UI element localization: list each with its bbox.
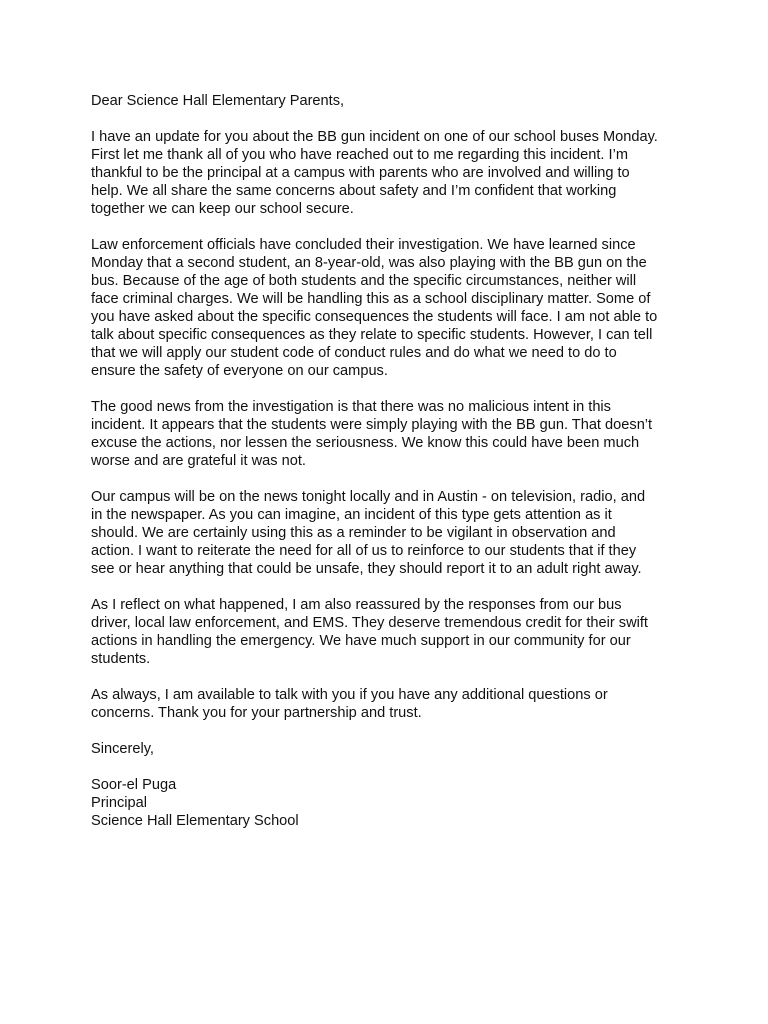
letter-paragraph: As always, I am available to talk with you if you have any additional questions or concerns. Thank you for your partnership and trust. [91, 687, 608, 721]
letter-paragraph: Law enforcement officials have concluded their investigation. We have learned since Monday that a second student, an 8-year-old, was also playing with the BB gun on the bus. Because of the age of both students and the specific circumstances, neither will face criminal charges. We will be handling this as a school disciplinary matter. Some of you have asked about the specific consequences the students will face. I am not able to talk about specific consequences as they relate to specific students. However, I can tell that we will apply our student code of conduct rules and do what we need to do to ensure the safety of everyone on our campus. [91, 237, 658, 379]
signature-block [91, 776, 691, 830]
letter-paragraph: As I reflect on what happened, I am also reassured by the responses from our bus driver, local law enforcement, and EMS. They deserve tremendous credit for their swift actions in handling the emergency. We have much support in our community for our students. [91, 597, 648, 667]
letter-closing: Sincerely, [91, 741, 154, 757]
letter-body [91, 92, 691, 830]
signer-school: Science Hall Elementary School [91, 813, 299, 829]
signer-title: Principal [91, 795, 147, 811]
letter-salutation: Dear Science Hall Elementary Parents, [91, 93, 345, 109]
letter-paragraph: I have an update for you about the BB gun incident on one of our school buses Monday. First let me thank all of you who have reached out to me regarding this incident. I’m thankful to be the principal at a campus with parents who are involved and willing to help. We all share the same concerns about safety and I’m confident that working together we can keep our school secure. [91, 129, 658, 217]
signer-name: Soor-el Puga [91, 777, 177, 793]
letter-paragraph: The good news from the investigation is that there was no malicious intent in this incident. It appears that the students were simply playing with the BB gun. That doesn’t excuse the actions, nor lessen the seriousness. We know this could have been much worse and are grateful it was not. [91, 399, 653, 469]
letter-paragraph: Our campus will be on the news tonight locally and in Austin - on television, radio, and in the newspaper. As you can imagine, an incident of this type gets attention as it should. We are certainly using this as a reminder to be vigilant in observation and action. I want to reiterate the need for all of us to reinforce to our students that if they see or hear anything that could be unsafe, they should report it to an adult right away. [91, 489, 646, 577]
